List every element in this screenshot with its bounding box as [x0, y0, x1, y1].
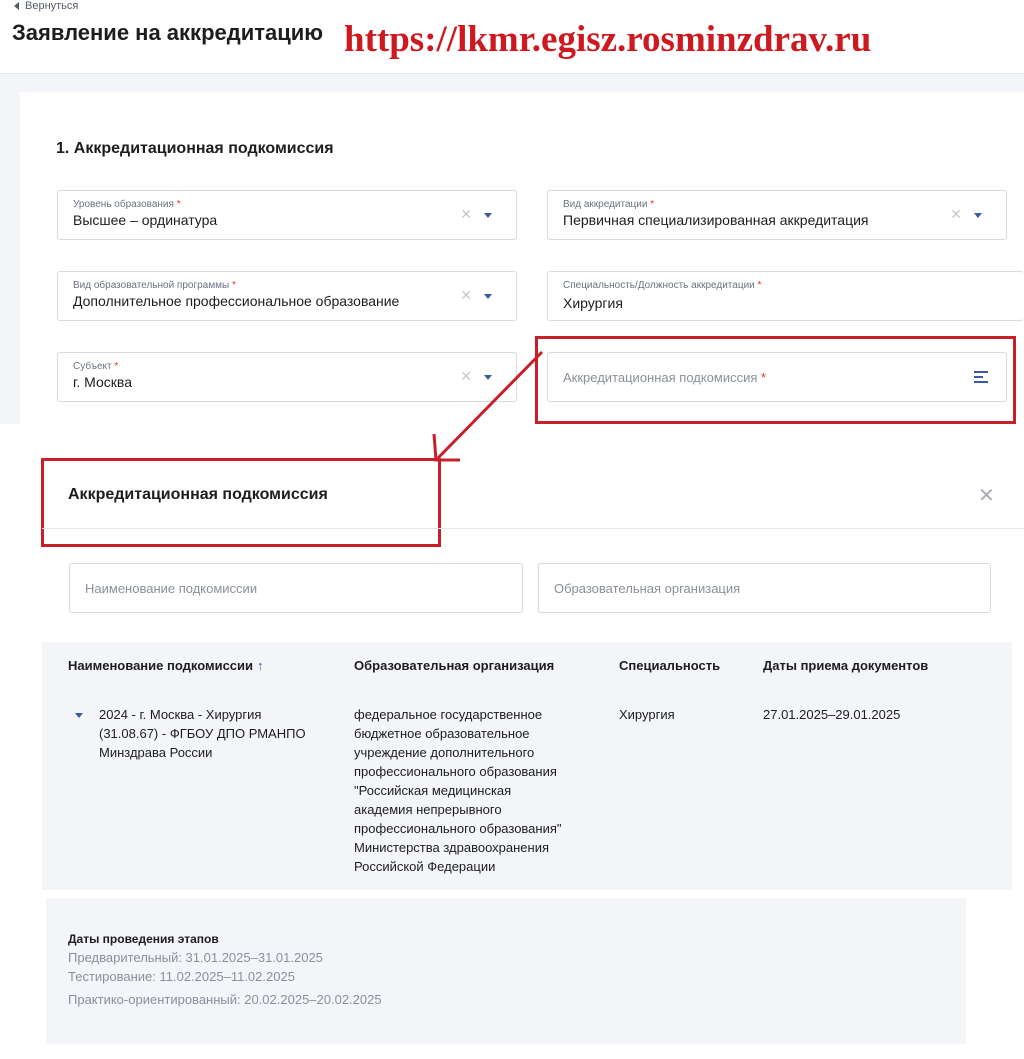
annotation-box-field [535, 336, 1016, 424]
clear-icon[interactable]: ✕ [460, 206, 472, 222]
program-type-label: Вид образовательной программы * [73, 280, 236, 291]
modal-divider [42, 528, 1024, 529]
education-level-select[interactable] [57, 190, 517, 240]
program-type-select[interactable] [57, 271, 517, 321]
accreditation-type-value: Первичная специализированная аккредитация [563, 212, 869, 228]
chevron-down-icon[interactable] [484, 213, 492, 218]
stage-practical: Практико-ориентированный: 20.02.2025–20.02.2025 [68, 992, 382, 1007]
chevron-down-icon[interactable] [484, 294, 492, 299]
section-title: 1. Аккредитационная подкомиссия [56, 140, 334, 157]
specialty-label: Специальность/Должность аккредитации * [563, 280, 762, 291]
name-placeholder: Наименование подкомиссии [85, 581, 258, 596]
specialty-field[interactable] [547, 271, 1024, 321]
modal-title: Аккредитационная подкомиссия [68, 486, 328, 503]
chevron-down-icon[interactable] [974, 213, 982, 218]
specialty-value: Хирургия [563, 295, 623, 311]
column-header-specialty: Специальность [619, 658, 721, 673]
education-level-label: Уровень образования * [73, 199, 181, 210]
program-type-value: Дополнительное профессиональное образование [73, 293, 400, 309]
url-watermark: https://lkmr.egisz.rosminzdrav.ru [344, 19, 872, 60]
clear-icon[interactable]: ✕ [950, 206, 962, 222]
row-organization: федеральное государственное бюджетное образовательное учреждение дополнительного профессионального образования "Российская медицинская академия непрерывного профессионального образования" Министерства здравоохранения Российской Федерации [354, 707, 562, 874]
back-link-label: Вернуться [25, 0, 79, 12]
row-dates: 27.01.2025–29.01.2025 [763, 707, 901, 722]
stage-testing: Тестирование: 11.02.2025–11.02.2025 [68, 969, 295, 984]
expand-row-icon[interactable] [75, 713, 83, 718]
subject-value: г. Москва [73, 374, 132, 390]
back-link[interactable] [14, 0, 78, 12]
stages-title: Даты проведения этапов [68, 932, 219, 946]
arrow-line [438, 352, 542, 458]
close-icon[interactable]: ✕ [978, 485, 995, 507]
stage-preliminary: Предварительный: 31.01.2025–31.01.2025 [68, 950, 323, 965]
org-placeholder: Образовательная организация [554, 581, 741, 596]
organization-input[interactable] [538, 563, 991, 613]
column-header-name[interactable]: Наименование подкомиссии ↑ [68, 658, 264, 673]
column-header-dates: Даты приема документов [763, 658, 929, 673]
subcommission-name-input[interactable] [69, 563, 523, 613]
annotation-arrow [420, 340, 550, 470]
column-header-organization: Образовательная организация [354, 658, 555, 673]
clear-icon[interactable]: ✕ [460, 368, 472, 384]
accreditation-type-label: Вид аккредитации * [563, 199, 655, 210]
page-title: Заявление на аккредитацию [12, 20, 324, 45]
accreditation-type-select[interactable] [547, 190, 1007, 240]
clear-icon[interactable]: ✕ [460, 287, 472, 303]
subject-label: Субъект * [73, 361, 119, 372]
row-subcommission-name[interactable]: 2024 - г. Москва - Хирургия (31.08.67) - ФГБОУ ДПО РМАНПО Минздрава России [99, 707, 306, 760]
sort-arrow-icon[interactable]: ↑ [257, 658, 264, 673]
row-specialty: Хирургия [619, 707, 675, 722]
education-level-value: Высшее – ординатура [73, 212, 218, 228]
back-arrow-icon [14, 2, 19, 10]
subcommission-placeholder: Аккредитационная подкомиссия * [563, 370, 767, 385]
